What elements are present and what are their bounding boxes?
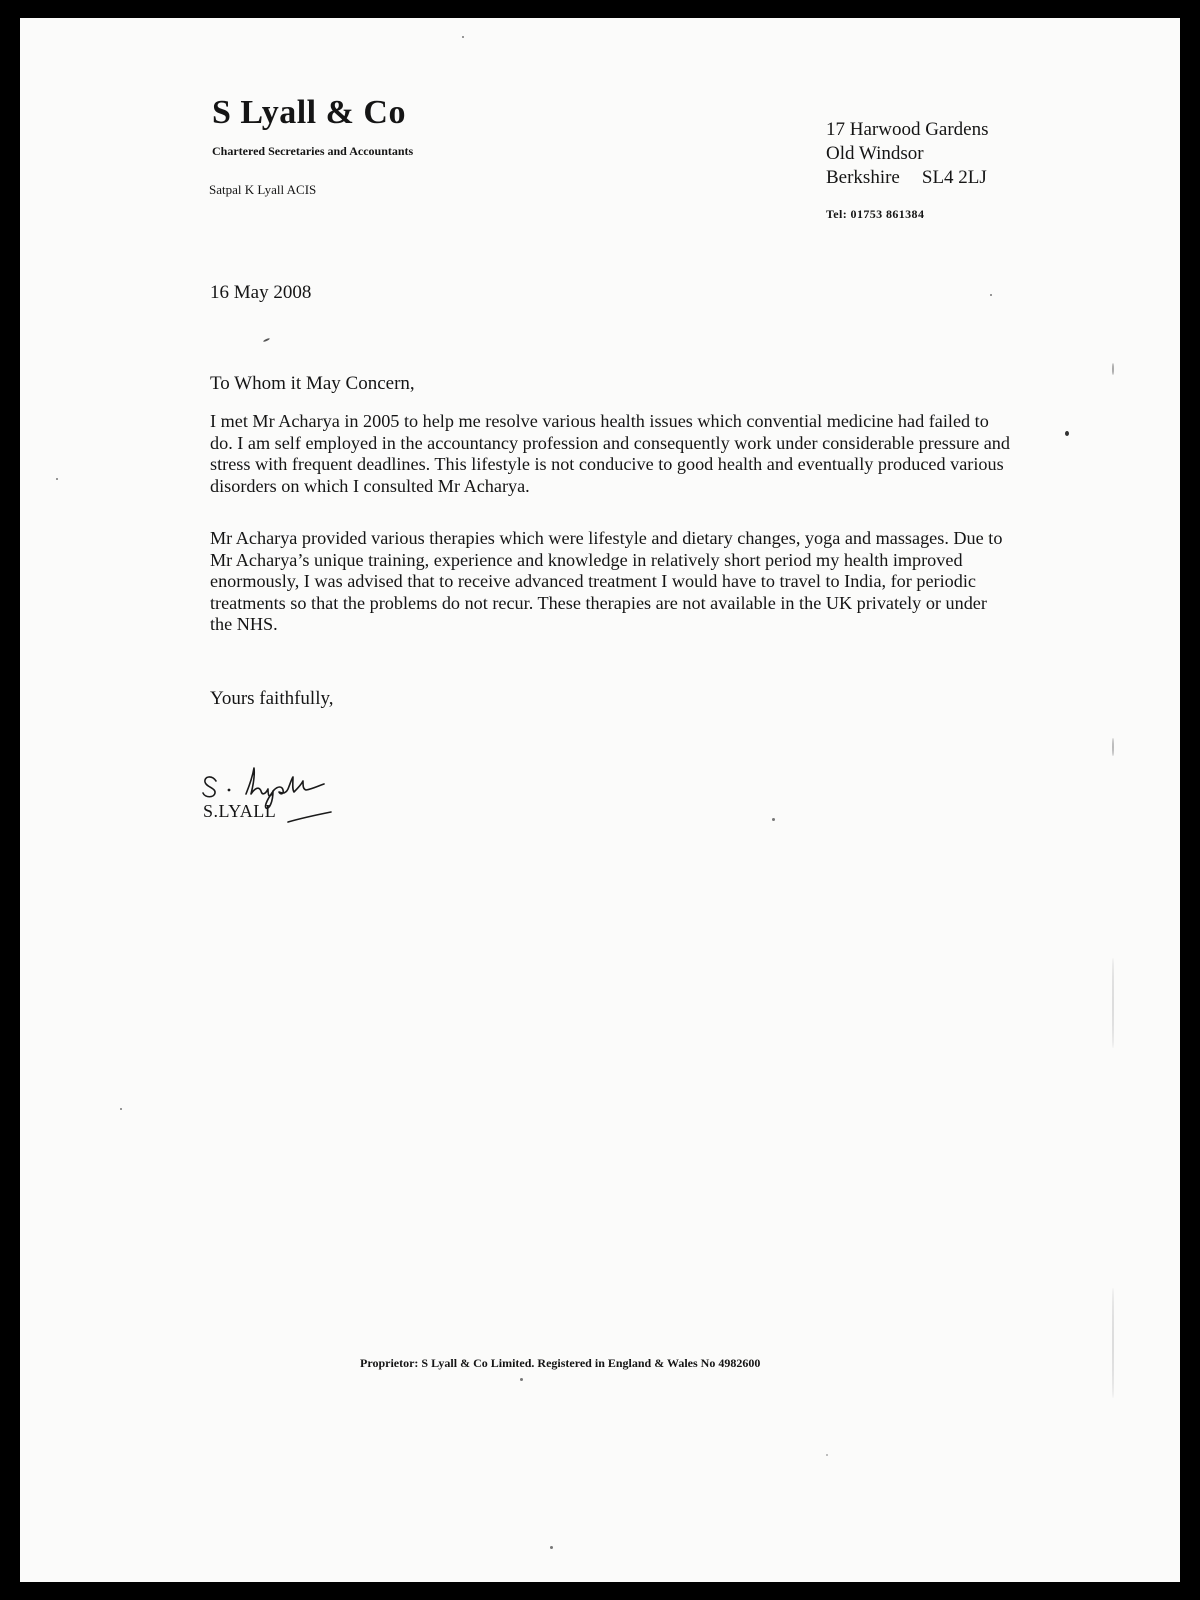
body-paragraph-1: I met Mr Acharya in 2005 to help me resolve various health issues which convential medicine had failed to do. I am self employed in the accountancy profession and consequently work under considerable pressure and stress with frequent deadlines. This lifestyle is not conducive to good health and eventually produced various disorders on which I consulted Mr Acharya.: [210, 411, 1010, 496]
letter-date: 16 May 2008: [210, 282, 312, 303]
scan-speck: [826, 1454, 828, 1456]
scan-speck: [1112, 363, 1114, 375]
footer-registration: Proprietor: S Lyall & Co Limited. Registered in England & Wales No 4982600: [360, 1356, 761, 1370]
telephone: Tel: 01753 861384: [826, 207, 925, 221]
scan-speck: [1112, 958, 1114, 1048]
address-line-2: Old Windsor: [826, 143, 924, 164]
scan-speck: [56, 478, 58, 480]
address-county: Berkshire: [826, 167, 900, 188]
address-postcode: SL4 2LJ: [921, 167, 987, 188]
closing: Yours faithfully,: [210, 688, 334, 709]
scan-speck: [520, 1378, 523, 1381]
scan-speck: [990, 294, 992, 296]
address-line-3: [826, 166, 989, 190]
firm-name: S Lyall & Co: [212, 94, 406, 131]
scan-speck: [1112, 1288, 1114, 1398]
signatory-name: S.LYALL: [203, 801, 277, 821]
letter-page: [20, 18, 1180, 1582]
address-block: [826, 118, 989, 190]
scan-speck: [1065, 431, 1069, 436]
proprietor-name: Satpal K Lyall ACIS: [209, 182, 317, 197]
salutation: To Whom it May Concern,: [210, 373, 415, 394]
address-line-1: 17 Harwood Gardens: [826, 119, 989, 140]
scan-speck: [462, 36, 464, 38]
scan-speck: [1112, 738, 1114, 756]
body-paragraph-2: Mr Acharya provided various therapies which were lifestyle and dietary changes, yoga and massages. Due to Mr Acharya’s unique training, experience and knowledge in relatively short period my health improved enormously, I was advised that to receive advanced treatment I would have to travel to India, for periodic treatments so that the problems do not recur. These therapies are not available in the UK privately or under the NHS.: [210, 528, 1003, 634]
scan-speck: [550, 1546, 553, 1549]
firm-subtitle: Chartered Secretaries and Accountants: [212, 144, 414, 158]
scan-speck: [120, 1108, 122, 1110]
scan-speck: [263, 338, 270, 343]
scan-speck: [772, 818, 775, 821]
